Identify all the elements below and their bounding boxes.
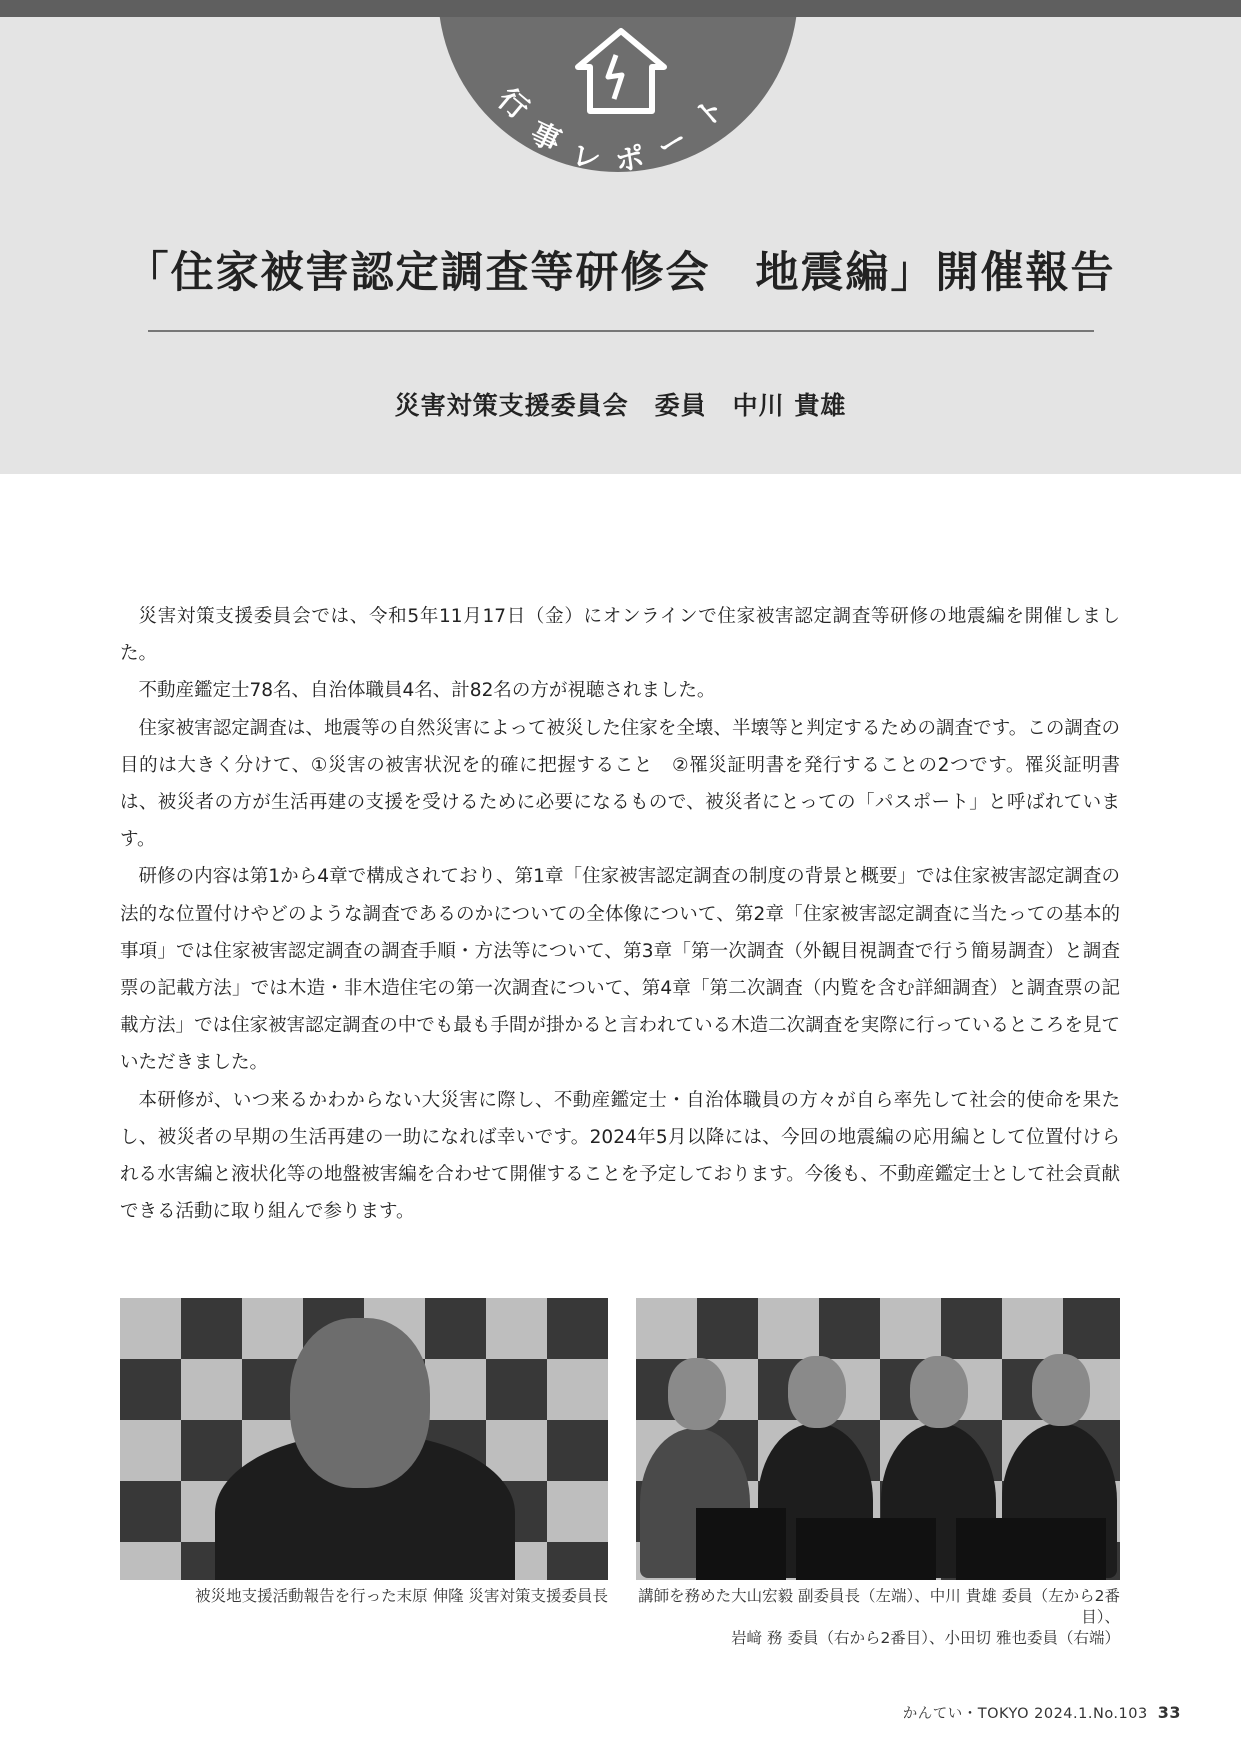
title-divider bbox=[148, 330, 1094, 332]
page-footer bbox=[903, 1702, 1181, 1723]
laptop bbox=[956, 1518, 1106, 1580]
broken-house-icon bbox=[570, 25, 672, 117]
paragraph: 研修の内容は第1から4章で構成されており、第1章「住家被害認定調査の制度の背景と概要」では住家被害認定調査の法的な位置付けやどのような調査であるのかについての全体像について、第2章「住家被害認定調査に当たっての基本的事項」では住家被害認定調査の調査手順・方法等について、第3章「第一次調査（外観目視調査で行う簡易調査）と調査票の記載方法」では木造・非木造住宅の第一次調査について、第4章「第二次調査（内覧を含む詳細調査）と調査票の記載方法」では住家被害認定調査の中でも最も手間が掛かると言われている木造二次調査を実際に行っているところを見ていただきました。 bbox=[120, 866, 1120, 1074]
laptop bbox=[796, 1518, 936, 1580]
badge-label-char: 行 bbox=[491, 81, 536, 126]
publication-name: かんてい・TOKYO 2024.1.No.103 bbox=[902, 1706, 1148, 1722]
photo-caption-left: 被災地支援活動報告を行った末原 伸隆 災害対策支援委員長 bbox=[195, 1587, 608, 1605]
paragraph: 住家被害認定調査は、地震等の自然災害によって被災した住家を全壊、半壊等と判定するための調査です。この調査の目的は大きく分けて、①災害の被害状況を的確に把握すること ②罹災証明書を発行することの2つです。罹災証明書は、被災者の方が生活再建の支援を受けるために必要になるもので、被災者にとっての「パスポート」と呼ばれています。 bbox=[120, 717, 1120, 851]
person-head bbox=[668, 1358, 726, 1430]
person-head bbox=[1032, 1354, 1090, 1426]
person-head bbox=[290, 1318, 430, 1488]
paragraph: 不動産鑑定士78名、自治体職員4名、計82名の方が視聴されました。 bbox=[138, 680, 716, 702]
person-head bbox=[788, 1356, 846, 1428]
article-author: 災害対策支援委員会 委員 中川 貴雄 bbox=[394, 391, 847, 420]
person-head bbox=[910, 1356, 968, 1428]
paragraph: 本研修が、いつ来るかわからない大災害に際し、不動産鑑定士・自治体職員の方々が自ら率先して社会的使命を果たし、被災者の早期の生活再建の一助になれば幸いです。2024年5月以降には、今回の地震編の応用編として位置付けられる水害編と液状化等の地盤被害編を合わせて開催することを予定しております。今後も、不動産鑑定士として社会貢献できる活動に取り組んで参ります。 bbox=[120, 1089, 1120, 1223]
laptop bbox=[696, 1508, 786, 1580]
caption-line: 岩﨑 務 委員（右から2番目）、小田切 雅也委員（右端） bbox=[731, 1629, 1120, 1647]
article-title: 「住家被害認定調査等研修会 地震編」開催報告 bbox=[125, 248, 1116, 298]
photo-lecturers bbox=[636, 1298, 1120, 1580]
badge-label-char: 事 bbox=[525, 115, 567, 159]
top-bar bbox=[0, 0, 1241, 17]
photo-caption-right bbox=[636, 1586, 1120, 1649]
badge-label-char: ポ bbox=[612, 140, 647, 178]
badge-label-char: ト bbox=[687, 90, 732, 135]
page-number: 33 bbox=[1157, 1703, 1181, 1722]
photo-chairman-report bbox=[120, 1298, 608, 1580]
badge-label-char: ー bbox=[651, 121, 694, 165]
caption-line: 講師を務めた大山宏毅 副委員長（左端）、中川 貴雄 委員（左から2番目）、 bbox=[638, 1587, 1120, 1626]
article-body bbox=[120, 598, 1120, 1230]
paragraph: 災害対策支援委員会では、令和5年11月17日（金）にオンラインで住家被害認定調査等研修の地震編を開催しました。 bbox=[120, 606, 1120, 665]
header-panel bbox=[0, 17, 1241, 474]
badge-label-char: レ bbox=[569, 137, 604, 177]
